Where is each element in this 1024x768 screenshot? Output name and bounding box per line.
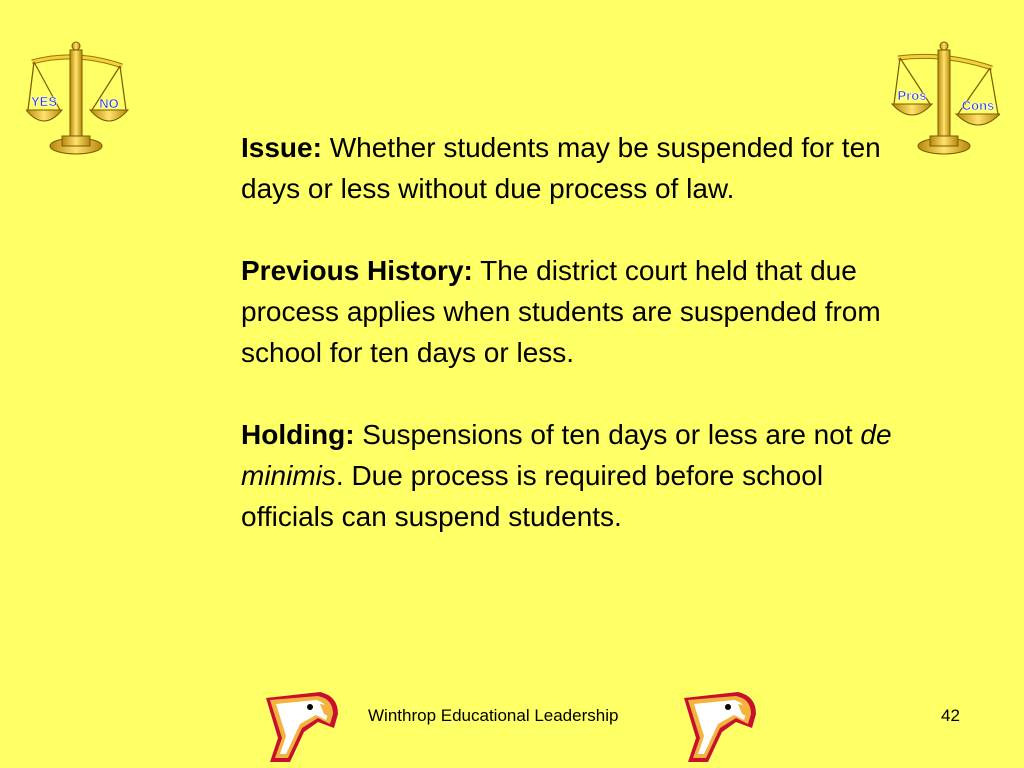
footer-title: Winthrop Educational Leadership (368, 706, 619, 725)
holding-paragraph (241, 414, 901, 537)
holding-italic-term: de minimis (241, 419, 892, 491)
scale-label-pros: Pros (897, 88, 927, 103)
slide-body (241, 127, 901, 537)
yes-no-scale-icon (26, 40, 130, 158)
scale-label-yes: YES (30, 94, 58, 109)
history-label: Previous History: (241, 255, 473, 286)
issue-label: Issue: (241, 132, 322, 163)
pros-cons-scale-icon (890, 40, 1000, 158)
scale-label-cons: Cons (961, 98, 995, 113)
history-paragraph (241, 250, 901, 373)
page-number: 42 (941, 706, 960, 725)
holding-text-after: . Due process is required before school officials can suspend students. (241, 460, 824, 532)
holding-label: Holding: (241, 419, 355, 450)
scale-label-no: NO (99, 96, 119, 111)
eagle-mascot-icon (260, 688, 340, 764)
history-text: The district court held that due process applies when students are suspended from school for ten days or less. (241, 255, 881, 368)
holding-text-before: Suspensions of ten days or less are not (354, 419, 861, 450)
issue-paragraph (241, 127, 901, 209)
eagle-mascot-icon (678, 688, 758, 764)
issue-text: Whether students may be suspended for ten days or less without due process of law. (241, 132, 881, 204)
